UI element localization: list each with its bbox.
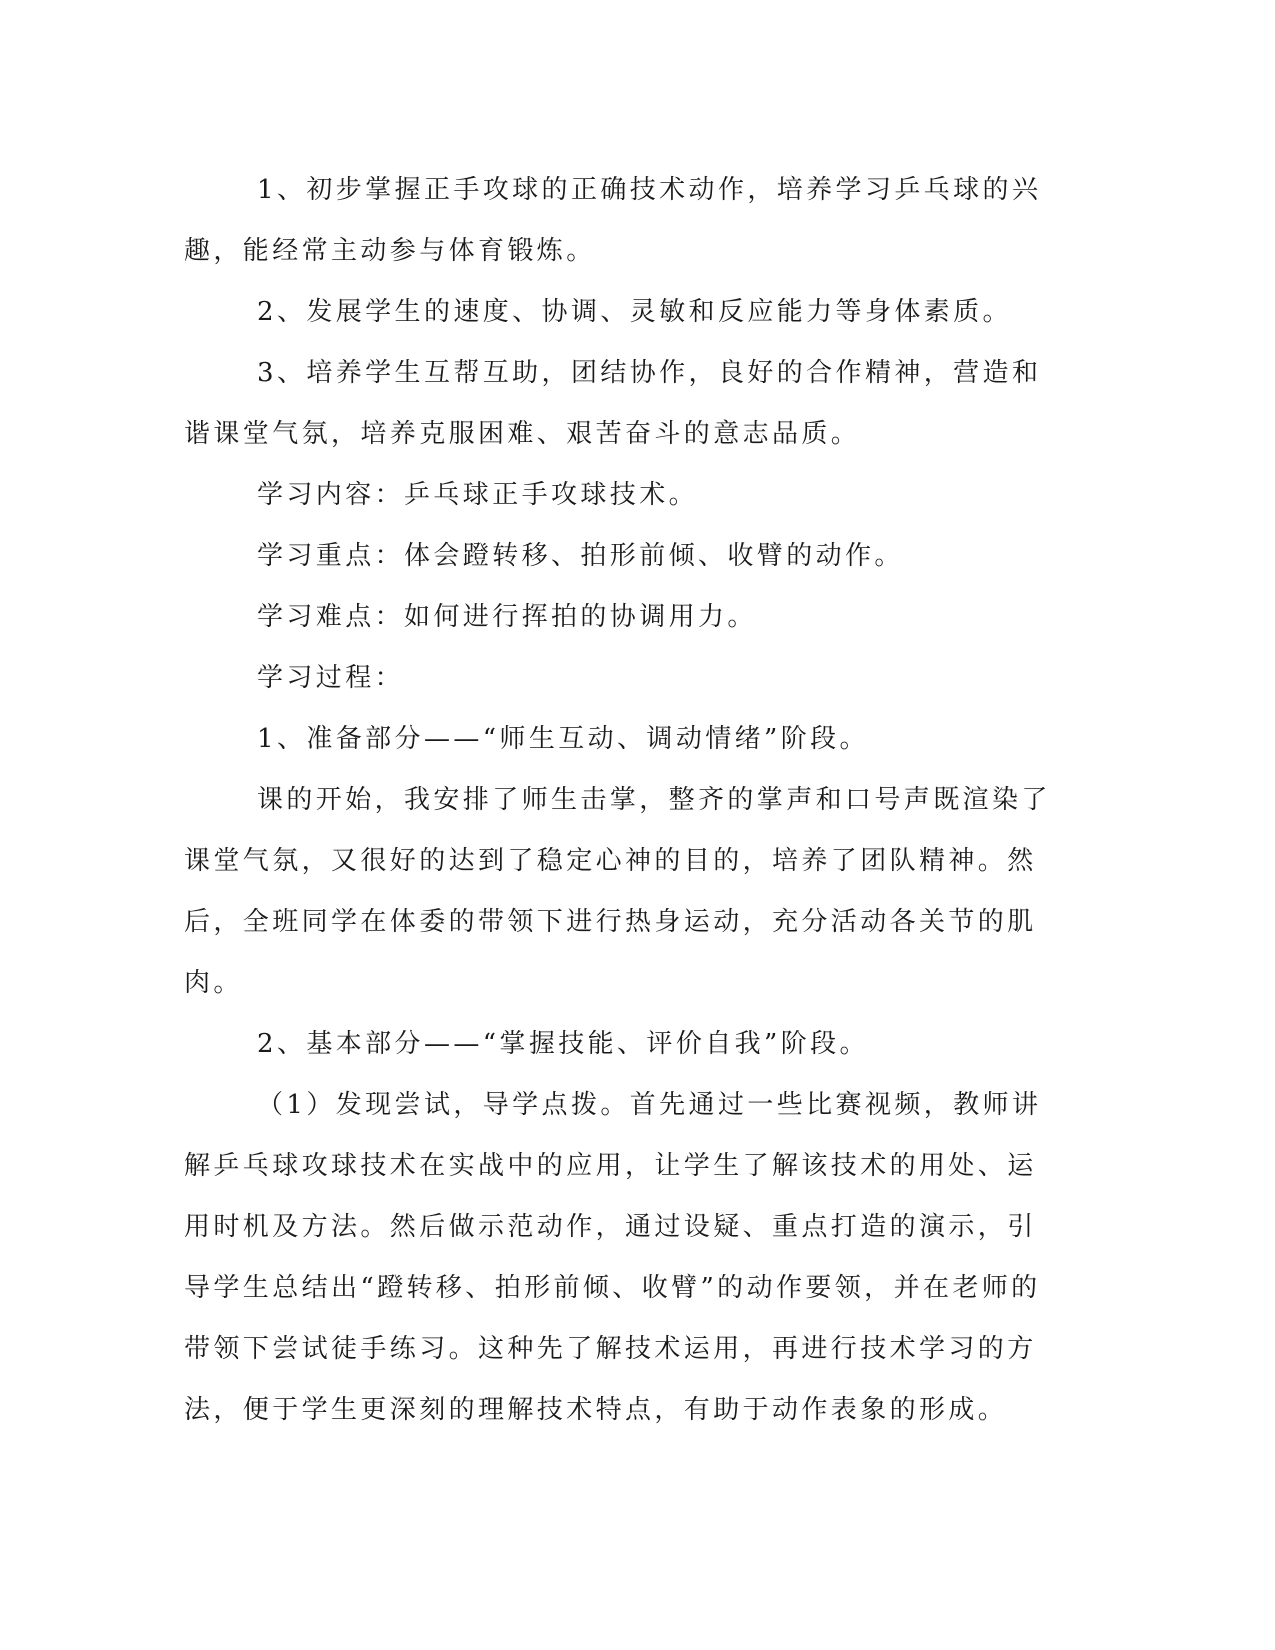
- basic-section-heading: 2、基本部分——“掌握技能、评价自我”阶段。: [257, 1029, 869, 1059]
- preparation-section-paragraph: 课的开始，我安排了师生击掌，整齐的掌声和口号声既渲染了课堂气氛，又很好的达到了稳定心神的目的，培养了团队精神。然后，全班同学在体委的带领下进行热身运动，充分活动各关节的肌肉。: [184, 785, 1051, 998]
- learning-content-paragraph: 学习内容：乒乓球正手攻球技术。: [257, 480, 699, 510]
- objective-2-paragraph: 2、发展学生的速度、协调、灵敏和反应能力等身体素质。: [257, 297, 1012, 327]
- learning-focus-paragraph: 学习重点：体会蹬转移、拍形前倾、收臂的动作。: [257, 541, 904, 571]
- basic-section-paragraph-1: （1）发现尝试，导学点拨。首先通过一些比赛视频，教师讲解乒乓球攻球技术在实战中的应用，让学生了解该技术的用处、运用时机及方法。然后做示范动作，通过设疑、重点打造的演示，引导学生总结出“蹬转移、拍形前倾、收臂”的动作要领，并在老师的带领下尝试徒手练习。这种先了解技术运用，再进行技术学习的方法，便于学生更深刻的理解技术特点，有助于动作表象的形成。: [184, 1090, 1042, 1425]
- learning-process-heading: 学习过程：: [257, 663, 405, 693]
- preparation-section-heading: 1、准备部分——“师生互动、调动情绪”阶段。: [257, 724, 869, 754]
- objective-1-paragraph: 1、初步掌握正手攻球的正确技术动作，培养学习乒乓球的兴趣，能经常主动参与体育锻炼。: [184, 175, 1042, 266]
- objective-3-paragraph: 3、培养学生互帮互助，团结协作，良好的合作精神，营造和谐课堂气氛，培养克服困难、艰苦奋斗的意志品质。: [184, 358, 1042, 449]
- learning-difficulty-paragraph: 学习难点：如何进行挥拍的协调用力。: [257, 602, 757, 632]
- document-body: [184, 160, 1054, 1441]
